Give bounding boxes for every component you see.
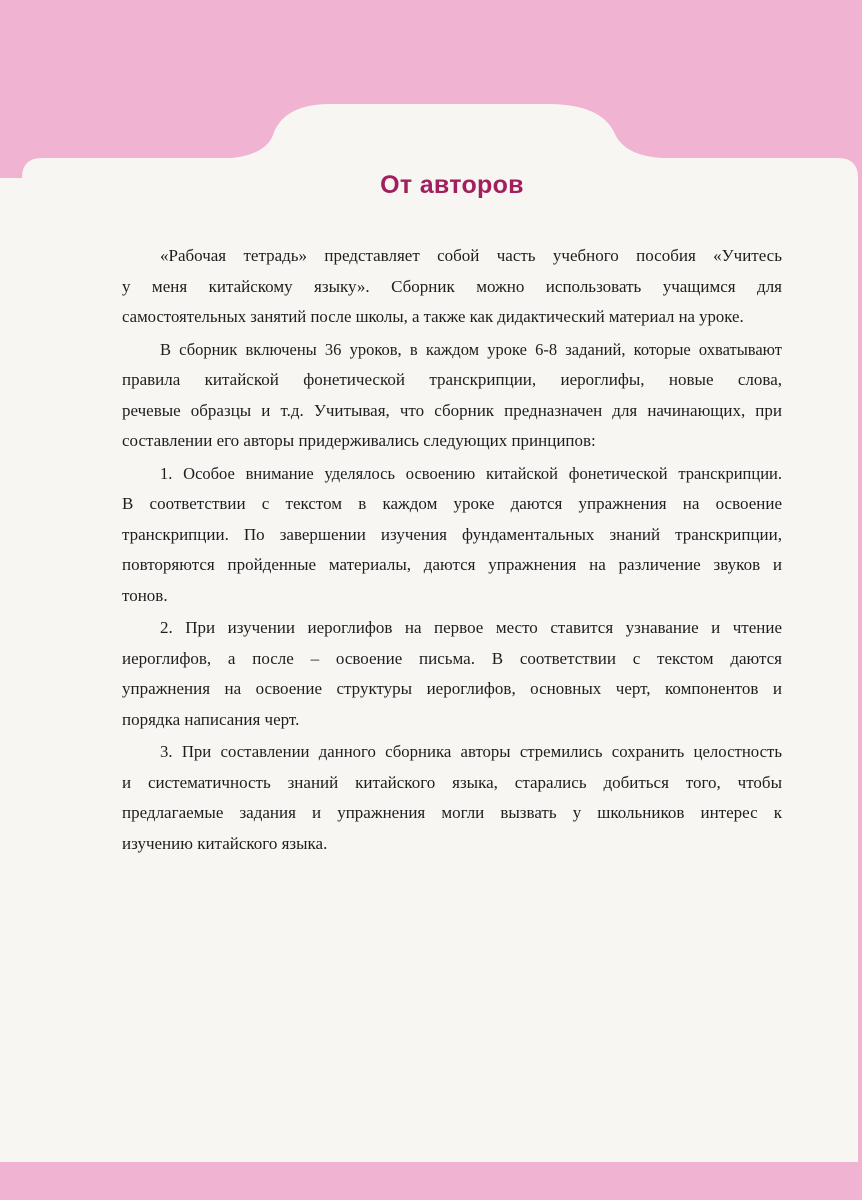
text-line: «Рабочая тетрадь» представляет собой часть учебного пособия «Учитесь — [160, 246, 782, 265]
text-line: В соответствии с текстом в каждом уроке даются упражнения на освоение — [122, 494, 782, 513]
text-line: предлагаемые задания и упражнения могли вызвать у школьников интерес к — [122, 803, 782, 822]
text-line: составлении его авторы придерживались следующих принципов: — [122, 431, 596, 450]
text-line: правила китайской фонетической транскрипции, иероглифы, новые слова, — [122, 370, 782, 389]
text-line: В сборник включены 36 уроков, в каждом уроке 6-8 заданий, которые охватывают — [160, 339, 782, 359]
text-line: порядка написания черт. — [122, 709, 300, 729]
paragraph-contents — [122, 335, 782, 457]
text-line: транскрипции. По завершении изучения фундаментальных знаний транскрипции, — [122, 524, 782, 544]
text-line: 3. При составлении данного сборника авторы стремились сохранить целостность — [160, 742, 782, 761]
text-line: и систематичность знаний китайского языка, старались добиться того, чтобы — [122, 772, 782, 792]
document-body — [122, 165, 782, 859]
paragraph-principle-3 — [122, 737, 782, 859]
paragraph-principle-1 — [122, 459, 782, 612]
text-line: 2. При изучении иероглифов на первое место ставится узнавание и чтение — [160, 618, 782, 637]
text-line: тонов. — [122, 585, 168, 605]
text-line: упражнения на освоение структуры иероглифов, основных черт, компонентов и — [122, 679, 782, 698]
text-line: изучению китайского языка. — [122, 833, 328, 853]
text-line: у меня китайскому языку». Сборник можно использовать учащимся для — [122, 276, 782, 296]
text-line: самостоятельных занятий после школы, а также как дидактический материал на уроке. — [122, 307, 744, 326]
paragraph-principle-2 — [122, 613, 782, 735]
text-line: повторяются пройденные материалы, даются упражнения на различение звуков и — [122, 555, 782, 574]
text-line: речевые образцы и т.д. Учитывая, что сборник предназначен для начинающих, при — [122, 400, 782, 420]
text-line: 1. Особое внимание уделялось освоению китайской фонетической транскрипции. — [160, 463, 782, 483]
paragraph-intro — [122, 241, 782, 333]
page-title: От авторов — [380, 171, 524, 199]
text-line: иероглифов, а после – освоение письма. В соответствии с текстом даются — [122, 648, 782, 668]
